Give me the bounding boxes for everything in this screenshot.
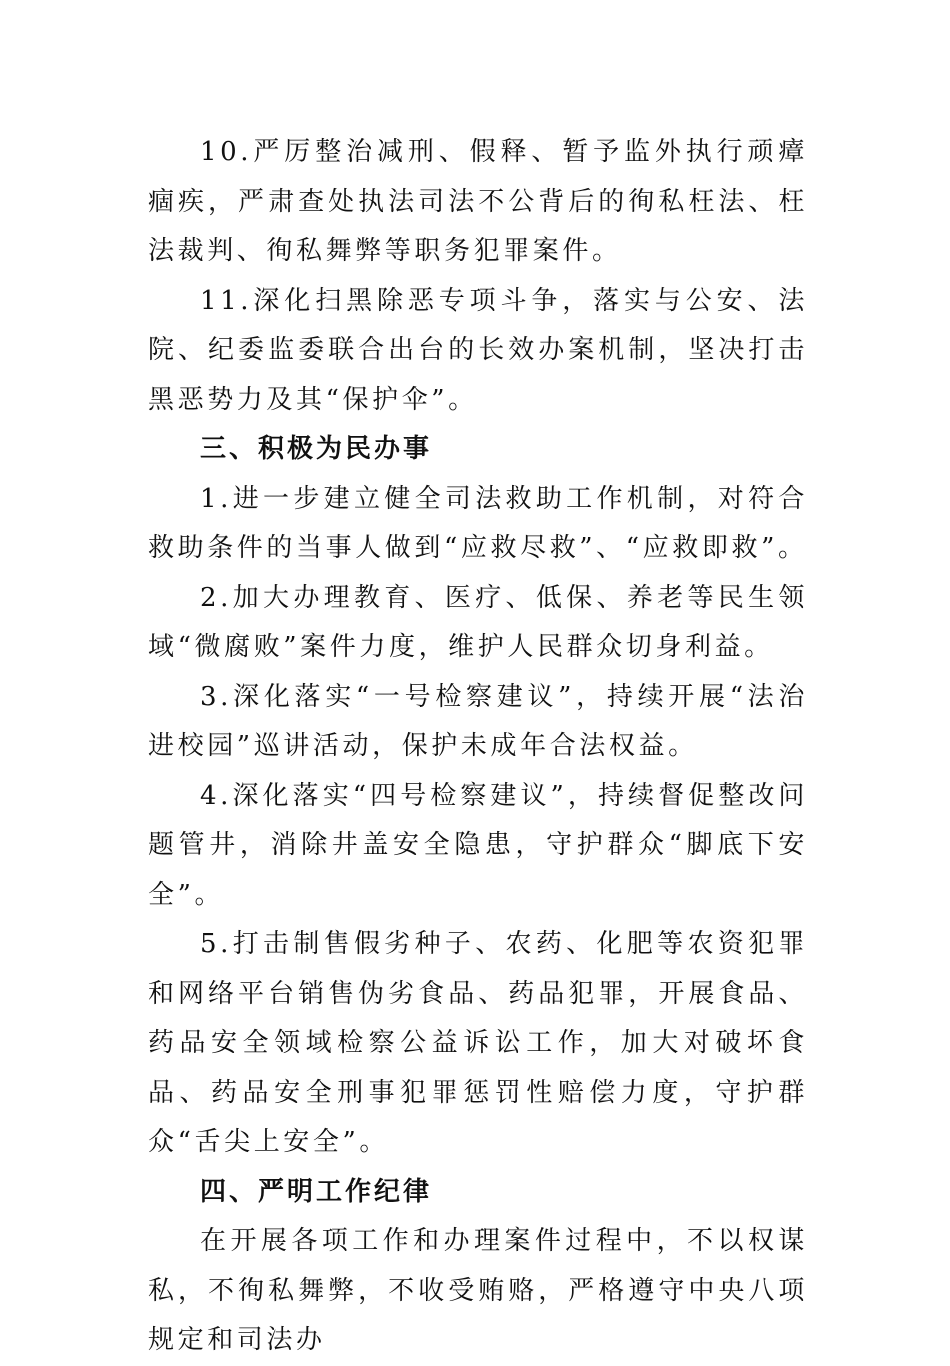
paragraph-discipline: 在开展各项工作和办理案件过程中，不以权谋私，不徇私舞弊，不收受贿赂，严格遵守中央八项规定和司法办 xyxy=(148,1226,808,1355)
paragraph-item-1: 1.进一步建立健全司法救助工作机制，对符合救助条件的当事人做到“应救尽救”、“应救即救”。 xyxy=(148,483,808,563)
paragraph-item-2: 2.加大办理教育、医疗、低保、养老等民生领域“微腐败”案件力度，维护人民群众切身利益。 xyxy=(148,582,808,662)
paragraph-item-11: 11.深化扫黑除恶专项斗争，落实与公安、法院、纪委监委联合出台的长效办案机制，坚决打击黑恶势力及其“保护伞”。 xyxy=(148,285,808,415)
document-body xyxy=(148,128,808,1366)
section-heading-3: 三、积极为民办事 xyxy=(200,434,433,464)
paragraph-item-4: 4.深化落实“四号检察建议”，持续督促整改问题管井，消除井盖安全隐患，守护群众“脚底下安全”。 xyxy=(148,780,808,910)
section-heading-4: 四、严明工作纪律 xyxy=(200,1176,433,1207)
paragraph-item-3: 3.深化落实“一号检察建议”，持续开展“法治进校园”巡讲活动，保护未成年合法权益。 xyxy=(148,681,808,761)
paragraph-item-10: 10.严厉整治减刑、假释、暂予监外执行顽瘴痼疾，严肃查处执法司法不公背后的徇私枉法、枉法裁判、徇私舞弊等职务犯罪案件。 xyxy=(148,137,808,266)
paragraph-item-5: 5.打击制售假劣种子、农药、化肥等农资犯罪和网络平台销售伪劣食品、药品犯罪，开展食品、药品安全领域检察公益诉讼工作，加大对破坏食品、药品安全刑事犯罪惩罚性赔偿力度，守护群众“舌尖上安全”。 xyxy=(148,929,808,1157)
